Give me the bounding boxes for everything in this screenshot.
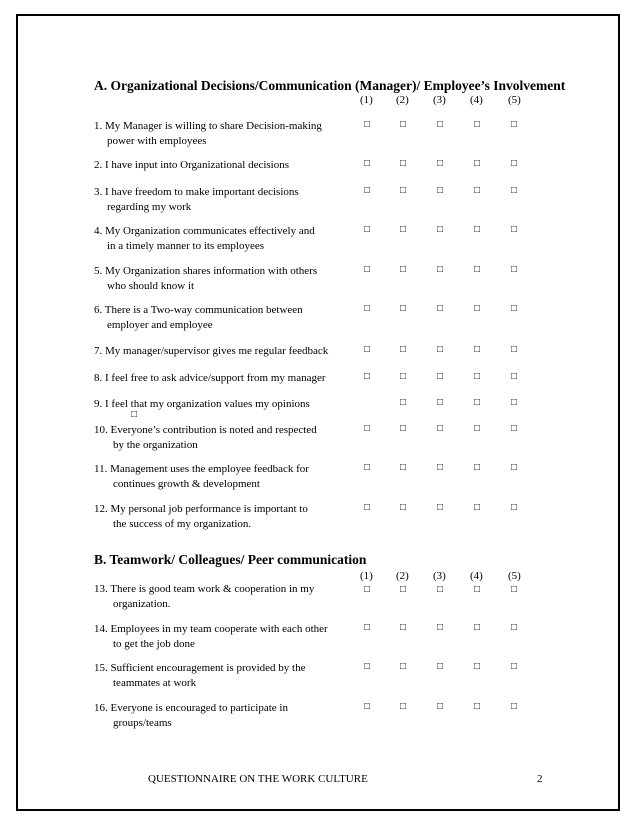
rating-checkbox-1[interactable]: □: [364, 264, 371, 275]
rating-checkbox-1[interactable]: □: [364, 622, 371, 633]
scale-label-2: (2): [396, 570, 409, 582]
question-text: 5. My Organization shares information with others: [94, 265, 318, 277]
scale-label-2: (2): [396, 94, 409, 106]
rating-checkbox-2[interactable]: □: [400, 303, 407, 314]
rating-checkbox-4[interactable]: □: [474, 344, 481, 355]
rating-checkbox-5[interactable]: □: [511, 303, 518, 314]
scale-label-1: (1): [360, 570, 373, 582]
rating-checkbox-4[interactable]: □: [474, 158, 481, 169]
rating-checkbox-3[interactable]: □: [437, 158, 444, 169]
rating-checkbox-2[interactable]: □: [400, 462, 407, 473]
rating-checkbox-4[interactable]: □: [474, 185, 481, 196]
question-text: 3. I have freedom to make important decisions: [94, 186, 299, 198]
rating-checkbox-4[interactable]: □: [474, 264, 481, 275]
rating-checkbox-5[interactable]: □: [511, 701, 518, 712]
scale-label-4: (4): [470, 570, 483, 582]
rating-checkbox-4[interactable]: □: [474, 303, 481, 314]
rating-checkbox-3[interactable]: □: [437, 661, 444, 672]
rating-checkbox-4[interactable]: □: [474, 622, 481, 633]
rating-checkbox-3[interactable]: □: [437, 701, 444, 712]
question-text: 13. There is good team work & cooperation in my: [94, 583, 315, 595]
rating-checkbox-3[interactable]: □: [437, 264, 444, 275]
rating-checkbox-3[interactable]: □: [437, 622, 444, 633]
rating-checkbox-1[interactable]: □: [364, 701, 371, 712]
rating-checkbox-5[interactable]: □: [511, 371, 518, 382]
rating-checkbox-2[interactable]: □: [400, 158, 407, 169]
rating-checkbox-3[interactable]: □: [437, 344, 444, 355]
rating-checkbox-4[interactable]: □: [474, 224, 481, 235]
question-text: 15. Sufficient encouragement is provided by the: [94, 662, 306, 674]
rating-checkbox-1[interactable]: □: [364, 502, 371, 513]
rating-checkbox-3[interactable]: □: [437, 397, 444, 408]
question-text-continued: continues growth & development: [113, 478, 260, 490]
scale-label-1: (1): [360, 94, 373, 106]
rating-checkbox-3[interactable]: □: [437, 185, 444, 196]
question-text-continued: teammates at work: [113, 677, 197, 689]
question-text-continued: organization.: [113, 598, 171, 610]
question-text: 14. Employees in my team cooperate with each other: [94, 623, 328, 635]
rating-checkbox-2[interactable]: □: [400, 584, 407, 595]
rating-checkbox-1[interactable]: □: [364, 303, 371, 314]
rating-checkbox-5[interactable]: □: [511, 502, 518, 513]
scale-label-5: (5): [508, 94, 521, 106]
rating-checkbox-2[interactable]: □: [400, 185, 407, 196]
section-b-title: B. Teamwork/ Colleagues/ Peer communication: [94, 552, 367, 567]
rating-checkbox-1[interactable]: □: [364, 462, 371, 473]
question-text: 7. My manager/supervisor gives me regular feedback: [94, 345, 329, 357]
rating-checkbox-1[interactable]: □: [364, 423, 371, 434]
scale-label-3: (3): [433, 94, 446, 106]
rating-checkbox-1[interactable]: □: [364, 158, 371, 169]
question-text: 10. Everyone’s contribution is noted and respected: [94, 424, 317, 436]
rating-checkbox-1[interactable]: □: [131, 409, 138, 420]
footer-title: QUESTIONNAIRE ON THE WORK CULTURE: [148, 773, 368, 785]
rating-checkbox-4[interactable]: □: [474, 371, 481, 382]
rating-checkbox-4[interactable]: □: [474, 701, 481, 712]
rating-checkbox-2[interactable]: □: [400, 701, 407, 712]
rating-checkbox-3[interactable]: □: [437, 423, 444, 434]
rating-checkbox-2[interactable]: □: [400, 264, 407, 275]
section-a-title: A. Organizational Decisions/Communication (Manager)/ Employee’s Involvement: [94, 78, 566, 93]
rating-checkbox-5[interactable]: □: [511, 661, 518, 672]
question-text-continued: to get the job done: [113, 638, 195, 650]
question-text: 2. I have input into Organizational decisions: [94, 159, 290, 171]
rating-checkbox-2[interactable]: □: [400, 119, 407, 130]
rating-checkbox-2[interactable]: □: [400, 502, 407, 513]
rating-checkbox-4[interactable]: □: [474, 502, 481, 513]
rating-checkbox-4[interactable]: □: [474, 661, 481, 672]
question-text-continued: employer and employee: [107, 319, 213, 331]
rating-checkbox-1[interactable]: □: [364, 224, 371, 235]
question-text-continued: regarding my work: [107, 201, 192, 213]
rating-checkbox-1[interactable]: □: [364, 119, 371, 130]
question-text-continued: power with employees: [107, 135, 207, 147]
rating-checkbox-5[interactable]: □: [511, 397, 518, 408]
rating-checkbox-3[interactable]: □: [437, 303, 444, 314]
rating-checkbox-4[interactable]: □: [474, 119, 481, 130]
rating-checkbox-5[interactable]: □: [511, 119, 518, 130]
rating-checkbox-2[interactable]: □: [400, 622, 407, 633]
rating-checkbox-3[interactable]: □: [437, 502, 444, 513]
rating-checkbox-2[interactable]: □: [400, 397, 407, 408]
question-text-continued: by the organization: [113, 439, 198, 451]
question-text: 9. I feel that my organization values my opinions: [94, 398, 310, 410]
rating-checkbox-1[interactable]: □: [364, 344, 371, 355]
rating-checkbox-5[interactable]: □: [511, 264, 518, 275]
rating-checkbox-2[interactable]: □: [400, 224, 407, 235]
rating-checkbox-2[interactable]: □: [400, 423, 407, 434]
question-text-continued: the success of my organization.: [113, 518, 252, 530]
rating-checkbox-3[interactable]: □: [437, 119, 444, 130]
rating-checkbox-1[interactable]: □: [364, 584, 371, 595]
question-text: 4. My Organization communicates effectively and: [94, 225, 315, 237]
rating-checkbox-2[interactable]: □: [400, 371, 407, 382]
question-text-continued: who should know it: [107, 280, 195, 292]
question-text: 6. There is a Two-way communication between: [94, 304, 303, 316]
question-text: 12. My personal job performance is important to: [94, 503, 308, 515]
rating-checkbox-4[interactable]: □: [474, 584, 481, 595]
rating-checkbox-5[interactable]: □: [511, 584, 518, 595]
rating-checkbox-1[interactable]: □: [364, 371, 371, 382]
rating-checkbox-5[interactable]: □: [511, 158, 518, 169]
rating-checkbox-3[interactable]: □: [437, 584, 444, 595]
rating-checkbox-3[interactable]: □: [437, 462, 444, 473]
rating-checkbox-5[interactable]: □: [511, 344, 518, 355]
scale-label-4: (4): [470, 94, 483, 106]
question-text-continued: groups/teams: [113, 717, 172, 729]
rating-checkbox-5[interactable]: □: [511, 462, 518, 473]
rating-checkbox-5[interactable]: □: [511, 423, 518, 434]
rating-checkbox-1[interactable]: □: [364, 661, 371, 672]
question-text: 16. Everyone is encouraged to participate in: [94, 702, 288, 714]
rating-checkbox-3[interactable]: □: [437, 371, 444, 382]
question-text: 8. I feel free to ask advice/support from my manager: [94, 372, 326, 384]
question-text-continued: in a timely manner to its employees: [107, 240, 265, 252]
rating-checkbox-4[interactable]: □: [474, 397, 481, 408]
rating-checkbox-1[interactable]: □: [364, 185, 371, 196]
scale-label-5: (5): [508, 570, 521, 582]
rating-checkbox-3[interactable]: □: [437, 224, 444, 235]
rating-checkbox-5[interactable]: □: [511, 185, 518, 196]
question-text: 11. Management uses the employee feedback for: [94, 463, 309, 475]
page-number: 2: [537, 773, 543, 785]
rating-checkbox-2[interactable]: □: [400, 661, 407, 672]
rating-checkbox-5[interactable]: □: [511, 622, 518, 633]
question-text: 1. My Manager is willing to share Decision-making: [94, 120, 322, 132]
rating-checkbox-4[interactable]: □: [474, 423, 481, 434]
rating-checkbox-2[interactable]: □: [400, 344, 407, 355]
rating-checkbox-5[interactable]: □: [511, 224, 518, 235]
rating-checkbox-4[interactable]: □: [474, 462, 481, 473]
scale-label-3: (3): [433, 570, 446, 582]
